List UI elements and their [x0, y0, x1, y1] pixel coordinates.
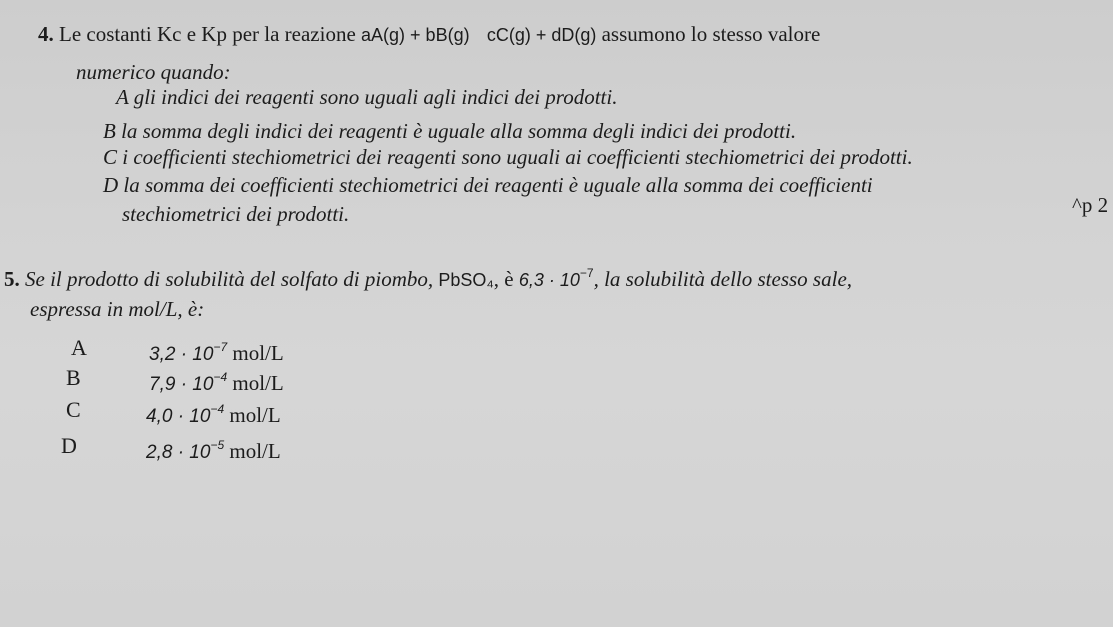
q5-option-a-value — [149, 335, 284, 367]
q4-option-letter: A — [116, 85, 129, 109]
q5-option-c-letter: C — [66, 397, 81, 422]
q4-option-text: gli indici dei reagenti sono uguali agli indici dei prodotti. — [133, 85, 618, 109]
q4-option-d-continuation: stechiometrici dei prodotti. — [122, 202, 350, 226]
q5-option-c-value — [146, 397, 281, 429]
q5-option-exponent: −4 — [213, 370, 228, 384]
q5-option-mantissa: 7,9 · 10 — [149, 374, 214, 395]
q5-option-b-letter: B — [66, 365, 81, 390]
q4-option-text: la somma degli indici dei reagenti è uguale alla somma degli indici dei prodotti. — [121, 119, 797, 143]
q5-option-mantissa: 2,8 · 10 — [146, 442, 211, 463]
q4-option-b — [103, 119, 796, 143]
q5-option-unit: mol/L — [232, 341, 284, 365]
q5-option-exponent: −7 — [213, 340, 228, 354]
q4-text-part2: assumono lo stesso valore — [601, 22, 821, 46]
q4-option-text: la somma dei coefficienti stechiometrici dei reagenti è uguale alla somma dei coefficienti — [123, 173, 873, 197]
q4-reaction-left: aA(g) + bB(g) — [361, 25, 470, 45]
q4-line1 — [38, 22, 820, 47]
q4-line2: numerico quando: — [76, 60, 231, 84]
q5-text-part2: , è — [493, 267, 514, 291]
q5-line1 — [4, 261, 852, 292]
q5-option-exponent: −4 — [210, 402, 225, 416]
q5-option-unit: mol/L — [232, 371, 284, 395]
q4-option-d — [103, 173, 873, 197]
q5-formula: PbSO₄ — [438, 270, 494, 290]
q4-option-c — [103, 145, 913, 169]
q5-option-a-letter: A — [71, 335, 87, 360]
q4-option-letter: C — [103, 145, 118, 169]
q4-text-part1: Le costanti Kc e Kp per la reazione — [59, 22, 356, 46]
q4-option-letter: D — [103, 173, 119, 197]
q5-text-part1: Se il prodotto di solubilità del solfato di piombo, — [25, 267, 434, 291]
q5-line2: espressa in mol/L, è: — [30, 297, 205, 321]
q4-option-a — [116, 85, 617, 109]
q5-ksp-exponent: −7 — [579, 266, 594, 280]
q5-option-d-value — [146, 433, 281, 465]
q5-option-b-value — [149, 365, 284, 397]
q5-option-unit: mol/L — [229, 439, 281, 463]
q5-option-unit: mol/L — [229, 403, 281, 427]
q4-option-text: i coefficienti stechiometrici dei reagenti sono uguali ai coefficienti stechiometrici dei prodotti. — [122, 145, 913, 169]
q5-text-part3: , la solubilità dello stesso sale, — [593, 267, 853, 291]
q5-option-d-letter: D — [61, 433, 77, 458]
q5-number: 5. — [4, 267, 20, 291]
side-note: ^p 2 — [1072, 193, 1109, 217]
q5-option-mantissa: 4,0 · 10 — [146, 406, 211, 427]
q4-option-letter: B — [103, 119, 116, 143]
q5-ksp-mantissa: 6,3 · 10 — [518, 270, 580, 290]
q4-reaction-right: cC(g) + dD(g) — [486, 25, 597, 45]
q5-option-mantissa: 3,2 · 10 — [149, 344, 214, 365]
q4-number: 4. — [38, 22, 54, 46]
q5-option-exponent: −5 — [210, 438, 225, 452]
q5-ksp-value — [518, 266, 594, 290]
